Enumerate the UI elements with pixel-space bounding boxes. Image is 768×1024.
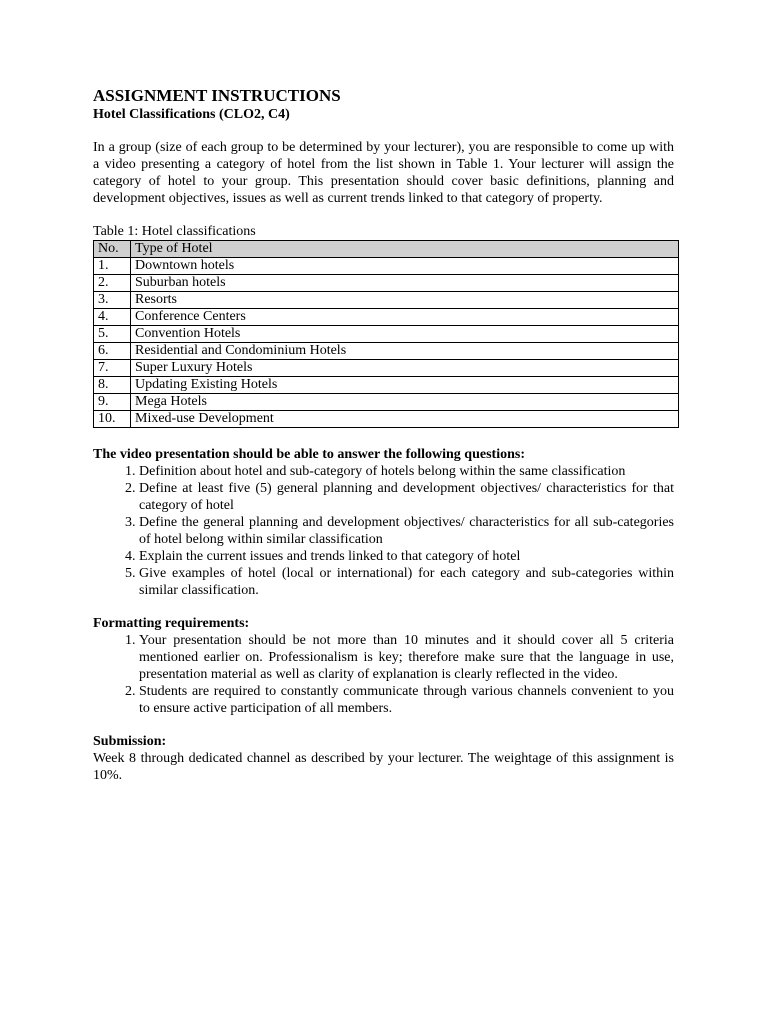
row-hotel-type: Downtown hotels — [131, 258, 679, 275]
row-hotel-type: Resorts — [131, 292, 679, 309]
table-row — [94, 377, 679, 394]
table-row — [94, 394, 679, 411]
table-row — [94, 309, 679, 326]
table-row — [94, 292, 679, 309]
table-row — [94, 258, 679, 275]
formatting-heading: Formatting requirements: — [93, 616, 250, 631]
row-number: 10. — [94, 411, 131, 428]
row-hotel-type: Super Luxury Hotels — [131, 360, 679, 377]
row-hotel-type: Suburban hotels — [131, 275, 679, 292]
table-row — [94, 275, 679, 292]
questions-list — [93, 463, 674, 599]
submission-heading: Submission: — [93, 734, 167, 749]
document-title: ASSIGNMENT INSTRUCTIONS — [93, 86, 341, 105]
list-item: 1. Definition about hotel and sub-category of hotels belong within the same classification — [139, 463, 674, 480]
document-subtitle: Hotel Classifications (CLO2, C4) — [93, 107, 290, 122]
table-header-type: Type of Hotel — [131, 241, 679, 258]
table-header-no: No. — [94, 241, 131, 258]
table-row — [94, 411, 679, 428]
row-hotel-type: Residential and Condominium Hotels — [131, 343, 679, 360]
row-hotel-type: Convention Hotels — [131, 326, 679, 343]
row-number: 2. — [94, 275, 131, 292]
table-row — [94, 326, 679, 343]
row-number: 3. — [94, 292, 131, 309]
list-item: 4. Explain the current issues and trends linked to that category of hotel — [139, 548, 674, 565]
list-item: 5. Give examples of hotel (local or international) for each category and sub-categories within similar classification. — [139, 565, 674, 599]
formatting-list — [93, 632, 674, 717]
table-header-row — [94, 241, 679, 258]
list-item: 2. Students are required to constantly communicate through various channels convenient to you to ensure active participation of all members. — [139, 683, 674, 717]
intro-paragraph: In a group (size of each group to be determined by your lecturer), you are responsible to come up with a video presenting a category of hotel from the list shown in Table 1. Your lecturer will assign the category of hotel to your group. This presentation should cover basic definitions, planning and development objectives, issues as well as current trends linked to that category of property. — [93, 140, 674, 206]
row-hotel-type: Mixed-use Development — [131, 411, 679, 428]
row-number: 9. — [94, 394, 131, 411]
row-number: 5. — [94, 326, 131, 343]
hotel-classifications-table — [93, 240, 679, 428]
table-row — [94, 343, 679, 360]
table-caption: Table 1: Hotel classifications — [93, 224, 256, 239]
list-item: 3. Define the general planning and development objectives/ characteristics for all sub-categories of hotel belong within similar classification — [139, 514, 674, 548]
table-row — [94, 360, 679, 377]
questions-heading: The video presentation should be able to answer the following questions: — [93, 447, 525, 462]
row-number: 7. — [94, 360, 131, 377]
row-number: 8. — [94, 377, 131, 394]
row-hotel-type: Updating Existing Hotels — [131, 377, 679, 394]
row-hotel-type: Conference Centers — [131, 309, 679, 326]
submission-text: Week 8 through dedicated channel as described by your lecturer. The weightage of this assignment is 10%. — [93, 751, 674, 783]
row-number: 1. — [94, 258, 131, 275]
list-item: 1. Your presentation should be not more than 10 minutes and it should cover all 5 criteria mentioned earlier on. Professionalism is key; therefore make sure that the language in use, presentation material as well as clarity of explanation is clearly reflected in the video. — [139, 632, 674, 683]
list-item: 2. Define at least five (5) general planning and development objectives/ characteristics for that category of hotel — [139, 480, 674, 514]
row-number: 6. — [94, 343, 131, 360]
row-hotel-type: Mega Hotels — [131, 394, 679, 411]
row-number: 4. — [94, 309, 131, 326]
